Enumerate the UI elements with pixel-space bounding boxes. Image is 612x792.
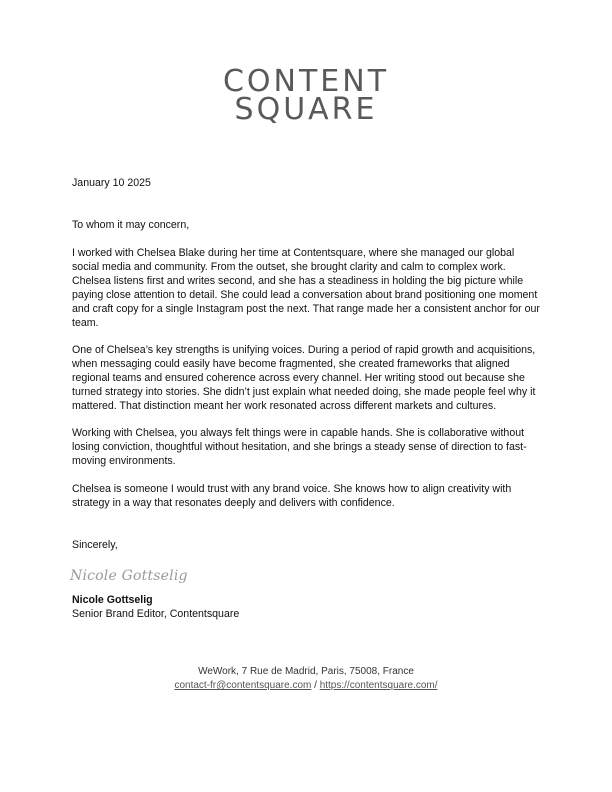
footer-contact-line bbox=[0, 679, 612, 693]
logo-line-1: CONTENT bbox=[222, 64, 390, 99]
letter-date: January 10 2025 bbox=[72, 177, 151, 189]
body-paragraph-3: Working with Chelsea, you always felt things were in capable hands. She is collaborative without losing conviction, thoughtful without hesitation, and she brings a steady sense of direction to fast-moving environments. bbox=[72, 427, 527, 467]
body-paragraph-2: One of Chelsea’s key strengths is unifying voices. During a period of rapid growth and acquisitions, when messaging could easily have become fragmented, she created frameworks that aligned regional teams and ensured coherence across every channel. Her writing stood out because she turned strategy into stories. She didn’t just explain what needed doing, she made people feel why it mattered. That distinction meant her work resonated across different markets and cultures. bbox=[72, 344, 536, 412]
footer-email-link[interactable]: contact-fr@contentsquare.com bbox=[174, 680, 312, 691]
closing: Sincerely, bbox=[72, 539, 118, 551]
salutation: To whom it may concern, bbox=[72, 219, 190, 231]
logo-line-2: SQUARE bbox=[234, 92, 378, 127]
signer-name: Nicole Gottselig bbox=[72, 594, 153, 606]
signer-title: Senior Brand Editor, Contentsquare bbox=[72, 608, 240, 620]
footer-address: WeWork, 7 Rue de Madrid, Paris, 75008, France bbox=[198, 666, 414, 677]
body-paragraph-1: I worked with Chelsea Blake during her time at Contentsquare, where she managed our global social media and community. From the outset, she brought clarity and calm to complex work. Chelsea listens first and writes second, and she has a steadiness in holding the big picture while paying close attention to detail. She could lead a conversation about brand positioning one moment and craft copy for a single Instagram post the next. That range made her a consistent anchor for our team. bbox=[72, 247, 540, 329]
footer-website-link[interactable]: https://contentsquare.com/ bbox=[319, 680, 438, 691]
footer-separator: / bbox=[314, 680, 320, 691]
footer bbox=[0, 665, 612, 693]
handwritten-signature: Nicole Gottselig bbox=[70, 568, 188, 584]
body-paragraph-4: Chelsea is someone I would trust with any brand voice. She knows how to align creativity with strategy in a way that resonates deeply and delivers with confidence. bbox=[72, 483, 512, 509]
company-logo bbox=[0, 64, 612, 127]
